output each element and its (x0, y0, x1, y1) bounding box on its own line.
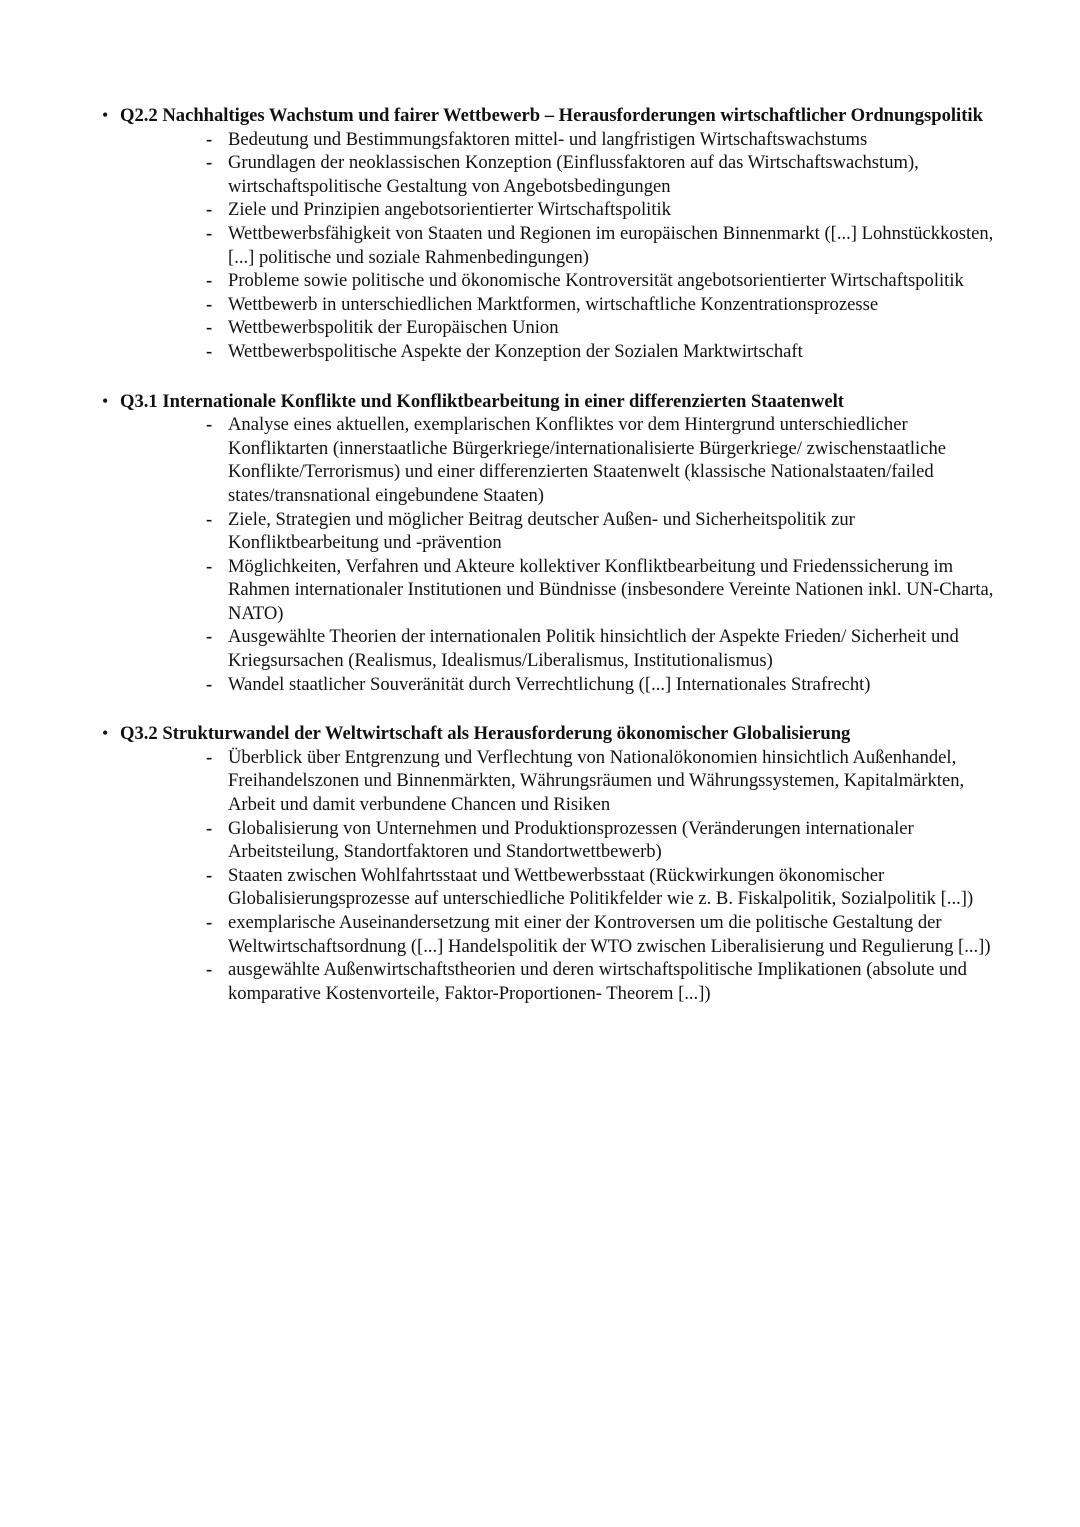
list-item: - Ziele, Strategien und möglicher Beitrag deutscher Außen- und Sicherheitspolitik zur Konfliktbearbeitung und -prävention (206, 508, 855, 554)
dash-icon: - (206, 414, 213, 436)
dash-icon: - (206, 912, 213, 933)
bullet-icon: • (102, 105, 109, 125)
dash-icon: - (206, 817, 213, 839)
dash-icon: - (206, 199, 213, 221)
list-item: - exemplarische Auseinandersetzung mit einer der Kontroversen um die politische Gestaltung der Weltwirtschaftsordnung ([...] Handelspolitik der WTO zwischen Liberalisierung und Regulierung [...]) (206, 912, 991, 957)
dash-icon: - (206, 508, 213, 530)
list-item: - Staaten zwischen Wohlfahrtsstaat und Wettbewerbsstaat (Rückwirkungen ökonomischer Globalisierungsprozesse auf unterschiedliche Politikfelder wie z. B. Fiskalpolitik, Sozialpolitik [...]) (206, 864, 974, 910)
dash-icon: - (206, 317, 213, 339)
dash-icon: - (206, 673, 213, 695)
topic-list (98, 128, 1000, 364)
dash-icon: - (206, 555, 213, 577)
list-item: - Ausgewählte Theorien der internationalen Politik hinsichtlich der Aspekte Frieden/ Sicherheit und Kriegsursachen (Realismus, Idealismus/Liberalismus, Institutionalismus) (206, 626, 959, 672)
dash-icon: - (206, 864, 213, 886)
dash-icon: - (206, 340, 213, 362)
dash-icon: - (206, 626, 213, 648)
section-q3-2 (98, 722, 1000, 1005)
dash-icon: - (206, 128, 213, 150)
dash-icon: - (206, 293, 213, 315)
topic-list (98, 746, 1000, 1006)
list-item: - Wettbewerbspolitische Aspekte der Konzeption der Sozialen Marktwirtschaft (206, 340, 803, 362)
section-heading (98, 390, 1000, 414)
section-heading (98, 722, 1000, 746)
dash-icon: - (206, 959, 213, 981)
list-item: - Wettbewerb in unterschiedlichen Marktformen, wirtschaftliche Konzentrationsprozesse (206, 293, 879, 315)
section-title: Q3.1 Internationale Konflikte und Konfliktbearbeitung in einer differenzierten Staatenwelt (120, 390, 844, 412)
list-item: - Globalisierung von Unternehmen und Produktionsprozessen (Veränderungen internationaler Arbeitsteilung, Standortfaktoren und Standortwettbewerb) (206, 817, 914, 863)
dash-icon: - (206, 746, 213, 768)
dash-icon: - (206, 152, 213, 174)
section-title: Q2.2 Nachhaltiges Wachstum und fairer Wettbewerb – Herausforderungen wirtschaftlicher Ordnungspolitik (120, 105, 983, 126)
list-item: - Wandel staatlicher Souveränität durch Verrechtlichung ([...] Internationales Strafrecht) (206, 673, 871, 695)
topic-list (98, 413, 1000, 696)
bullet-icon: • (102, 723, 109, 744)
section-title: Q3.2 Strukturwandel der Weltwirtschaft als Herausforderung ökonomischer Globalisierung (120, 723, 851, 745)
section-heading (98, 104, 1000, 128)
list-item: - Grundlagen der neoklassischen Konzeption (Einflussfaktoren auf das Wirtschaftswachstum), wirtschaftspolitische Gestaltung von Angebotsbedingungen (206, 152, 919, 197)
section-q2-2 (98, 104, 1000, 364)
list-item: - Wettbewerbsfähigkeit von Staaten und Regionen im europäischen Binnenmarkt ([...] Lohnstückkosten, [...] politische und soziale Rahmenbedingungen) (206, 222, 994, 268)
dash-icon: - (206, 270, 213, 292)
section-q3-1 (98, 390, 1000, 697)
list-item: - Wettbewerbspolitik der Europäischen Union (206, 317, 559, 339)
list-item: - ausgewählte Außenwirtschaftstheorien und deren wirtschaftspolitische Implikationen (absolute und komparative Kostenvorteile, Faktor-Proportionen- Theorem [...]) (206, 959, 967, 1004)
list-item: - Probleme sowie politische und ökonomische Kontroversität angebotsorientierter Wirtschaftspolitik (206, 270, 964, 292)
list-item: - Analyse eines aktuellen, exemplarischen Konfliktes vor dem Hintergrund unterschiedlicher Konfliktarten (innerstaatliche Bürgerkriege/internationalisierte Bürgerkriege/ zwischenstaatliche Konflikte/Terrorismus) und einer differenzierten Staatenwelt (klassische Nationalstaaten/failed states/transnational eingebundene Staaten) (206, 414, 946, 506)
list-item: - Bedeutung und Bestimmungsfaktoren mittel- und langfristigen Wirtschaftswachstums (206, 128, 868, 150)
list-item: - Möglichkeiten, Verfahren und Akteure kollektiver Konfliktbearbeitung und Friedenssicherung im Rahmen internationaler Institutionen und Bündnisse (insbesondere Vereinte Nationen inkl. UN-Charta, NATO) (206, 555, 994, 624)
list-item: - Ziele und Prinzipien angebotsorientierter Wirtschaftspolitik (206, 199, 671, 221)
bullet-icon: • (102, 390, 109, 411)
dash-icon: - (206, 222, 213, 244)
list-item: - Überblick über Entgrenzung und Verflechtung von Nationalökonomien hinsichtlich Außenhandel, Freihandelszonen und Binnenmärkten, Währungsräumen und Währungssystemen, Kapitalmärkten, Arbeit und damit verbundene Chancen und Risiken (206, 746, 965, 816)
